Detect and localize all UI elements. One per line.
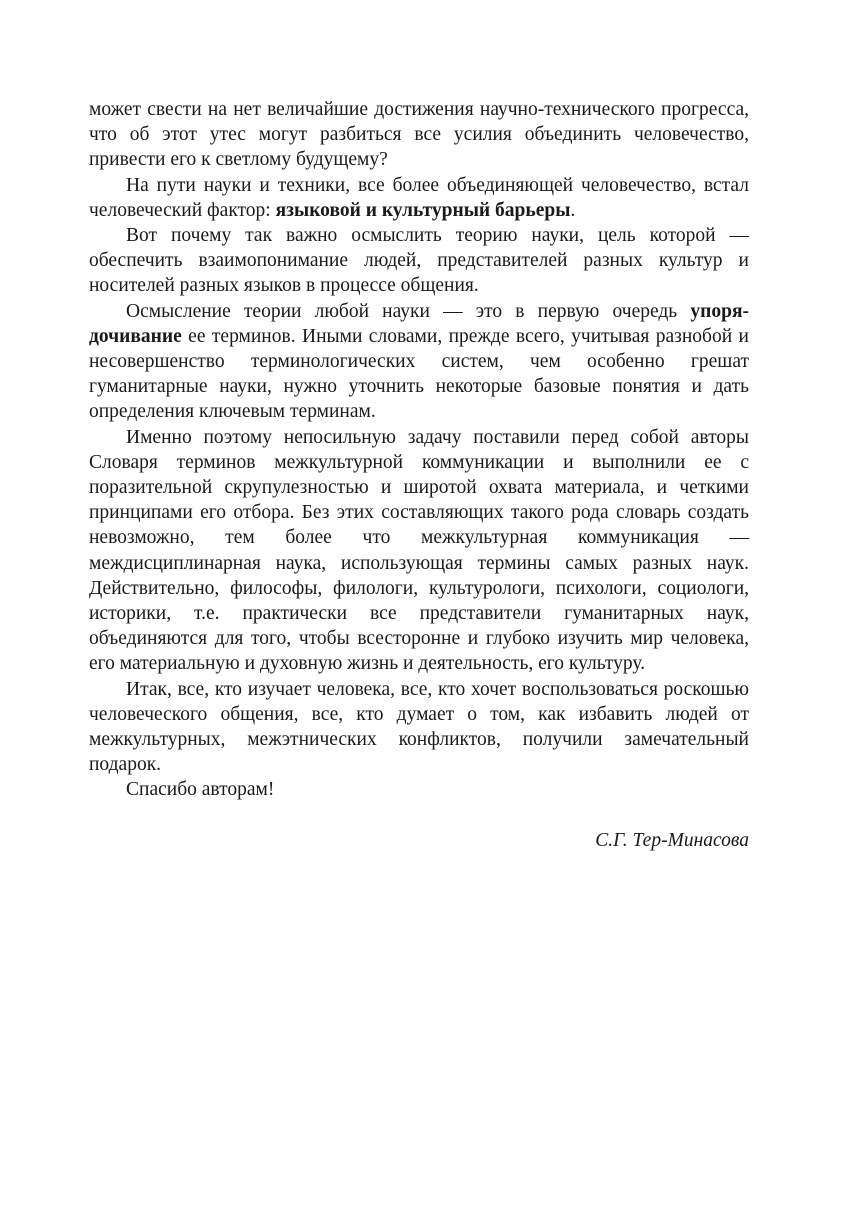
paragraph-3 <box>89 223 749 299</box>
paragraph-text: Осмысление теории любой науки — это в первую очередь <box>126 300 691 322</box>
author-signature: С.Г. Тер-Минасова <box>595 829 749 851</box>
paragraph-text: На пути науки и техники, все более объединяющей человечество, встал человеческий фактор: <box>89 174 749 221</box>
paragraph-2 <box>89 173 749 223</box>
paragraph-text: Итак, все, кто изучает человека, все, кто хочет воспользоваться роскошью человеческого общения, все, кто думает о том, как избавить людей от межкультурных, межэтнических конфликтов, получили замечательный подарок. <box>89 678 749 776</box>
paragraph-7 <box>89 777 749 802</box>
document-page <box>89 97 749 853</box>
paragraph-text: ее терминов. Иными словами, прежде всего, учитывая разнобой и несовершенство терминологических систем, чем особенно грешат гуманитарные науки, нужно уточнить некоторые базовые понятия и дать определения ключевым терминам. <box>89 325 749 423</box>
paragraph-text: . <box>570 199 576 221</box>
paragraph-text: Вот почему так важно осмыслить теорию науки, цель которой — обеспечить взаимопонимание людей, представителей разных культур и носителей разных языков в процессе общения. <box>89 225 749 297</box>
paragraph-5 <box>89 425 749 677</box>
bold-term: упорядочивание <box>89 300 749 347</box>
paragraph-text: Спасибо авторам! <box>126 779 275 801</box>
bold-term: языковой и культурный барьеры <box>275 199 571 221</box>
paragraph-text: Именно поэтому непосильную задачу поставили перед собой авторы Словаря терминов межкультурной коммуникации и выполнили ее с поразительной скрупулезностью и широтой охвата материала, и четкими принципами его отбора. Без этих составляющих такого рода словарь создать невозможно, тем более что межкультурная коммуникация — междисциплинарная наука, использующая термины самых разных наук. Действительно, философы, филологи, культурологи, психологи, социологи, историки, т.е. практически все представители гуманитарных наук, объединяются для того, чтобы всесторонне и глубоко изучить мир человека, его материальную и духовную жизнь и деятельность, его культуру. <box>89 426 749 675</box>
paragraph-4 <box>89 299 749 425</box>
paragraph-text: может свести на нет величайшие достижения научно-технического прогресса, что об этот утес могут разбиться все усилия объединить человечество, привести его к светлому будущему? <box>89 99 749 171</box>
paragraph-6 <box>89 677 749 778</box>
paragraph-1 <box>89 97 749 173</box>
